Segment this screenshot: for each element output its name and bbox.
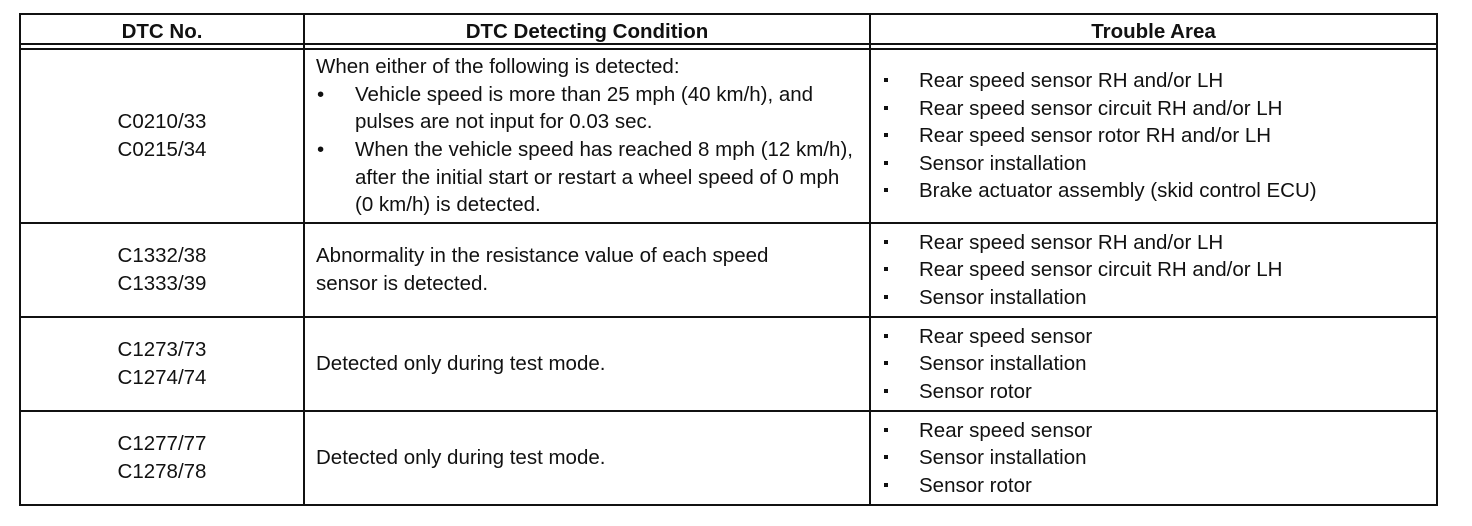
- list-item: [883, 284, 1426, 312]
- trouble-area-cell: [870, 49, 1437, 223]
- condition-intro: When either of the following is detected:: [316, 55, 680, 79]
- list-item: [883, 256, 1426, 284]
- trouble-item: Rear speed sensor RH and/or LH: [919, 230, 1224, 254]
- trouble-area-cell: [870, 223, 1437, 317]
- condition-cell: [304, 411, 870, 505]
- list-item: [883, 67, 1426, 95]
- trouble-area-list: [883, 417, 1426, 500]
- trouble-item: Brake actuator assembly (skid control ECU): [919, 179, 1317, 203]
- dtc-code: C1273/73: [117, 338, 207, 362]
- square-bullet-icon: [884, 188, 888, 192]
- square-bullet-icon: [884, 240, 888, 244]
- trouble-area-list: [883, 229, 1426, 312]
- condition-cell: [304, 49, 870, 223]
- trouble-item: Rear speed sensor circuit RH and/or LH: [919, 258, 1283, 282]
- list-item: [316, 81, 855, 136]
- trouble-item: Rear speed sensor rotor RH and/or LH: [919, 124, 1272, 148]
- square-bullet-icon: [884, 389, 888, 393]
- dtc-code: C1277/77: [117, 432, 207, 456]
- trouble-item: Sensor rotor: [919, 379, 1032, 403]
- list-item: [316, 136, 855, 219]
- dtc-code: C1333/39: [117, 272, 207, 295]
- list-item: [883, 378, 1426, 406]
- dtc-code: C1274/74: [117, 366, 207, 389]
- bullet-icon: •: [317, 138, 325, 161]
- header-dtc-no: DTC No.: [20, 14, 304, 49]
- list-item: [883, 229, 1426, 257]
- square-bullet-icon: [884, 295, 888, 299]
- trouble-area-cell: [870, 411, 1437, 505]
- list-item: [883, 95, 1426, 123]
- condition-item: Vehicle speed is more than 25 mph (40 km/h), and pulses are not input for 0.03 sec.: [355, 82, 814, 134]
- table-header-row: [20, 14, 1437, 49]
- trouble-item: Sensor installation: [919, 285, 1087, 309]
- dtc-code-cell: [20, 411, 304, 505]
- list-item: [883, 323, 1426, 351]
- condition-text: Abnormality in the resistance value of each speed sensor is detected.: [316, 244, 769, 295]
- condition-text: Detected only during test mode.: [316, 446, 606, 470]
- list-item: [883, 177, 1426, 205]
- table-row: [20, 49, 1437, 223]
- dtc-code: C1332/38: [117, 244, 207, 268]
- square-bullet-icon: [884, 78, 888, 82]
- condition-cell: [304, 223, 870, 317]
- bullet-icon: •: [317, 82, 325, 106]
- square-bullet-icon: [884, 161, 888, 165]
- trouble-item: Sensor installation: [919, 352, 1087, 376]
- trouble-area-list: [883, 323, 1426, 406]
- list-item: [883, 150, 1426, 178]
- list-item: [883, 417, 1426, 445]
- trouble-item: Rear speed sensor circuit RH and/or LH: [919, 96, 1283, 120]
- square-bullet-icon: [884, 106, 888, 110]
- square-bullet-icon: [884, 455, 888, 459]
- condition-cell: [304, 317, 870, 411]
- list-item: [883, 350, 1426, 378]
- header-trouble-area: Trouble Area: [870, 14, 1437, 49]
- trouble-item: Sensor installation: [919, 151, 1087, 175]
- dtc-code: C0210/33: [117, 110, 207, 134]
- trouble-item: Rear speed sensor: [919, 324, 1093, 348]
- trouble-area-list: [883, 67, 1426, 205]
- condition-text: Detected only during test mode.: [316, 352, 606, 376]
- dtc-code-cell: [20, 49, 304, 223]
- dtc-code-cell: [20, 317, 304, 411]
- square-bullet-icon: [884, 361, 888, 365]
- trouble-item: Rear speed sensor: [919, 418, 1093, 442]
- table-row: [20, 317, 1437, 411]
- square-bullet-icon: [884, 334, 888, 338]
- trouble-item: Sensor rotor: [919, 473, 1032, 497]
- table-row: [20, 223, 1437, 317]
- dtc-code: C1278/78: [117, 460, 207, 483]
- square-bullet-icon: [884, 133, 888, 137]
- trouble-item: Rear speed sensor RH and/or LH: [919, 69, 1224, 93]
- dtc-table: [19, 13, 1438, 506]
- table-row: [20, 411, 1437, 505]
- header-detecting-condition: DTC Detecting Condition: [304, 14, 870, 49]
- list-item: [883, 472, 1426, 500]
- condition-item: When the vehicle speed has reached 8 mph (12 km/h), after the initial start or restart a wheel speed of 0 mph (0 km/h) is detected.: [355, 138, 853, 217]
- dtc-code: C0215/34: [117, 138, 207, 161]
- square-bullet-icon: [884, 483, 888, 487]
- dtc-code-cell: [20, 223, 304, 317]
- list-item: [883, 444, 1426, 472]
- square-bullet-icon: [884, 428, 888, 432]
- list-item: [883, 122, 1426, 150]
- trouble-item: Sensor installation: [919, 446, 1087, 470]
- condition-list: [316, 81, 855, 219]
- square-bullet-icon: [884, 267, 888, 271]
- trouble-area-cell: [870, 317, 1437, 411]
